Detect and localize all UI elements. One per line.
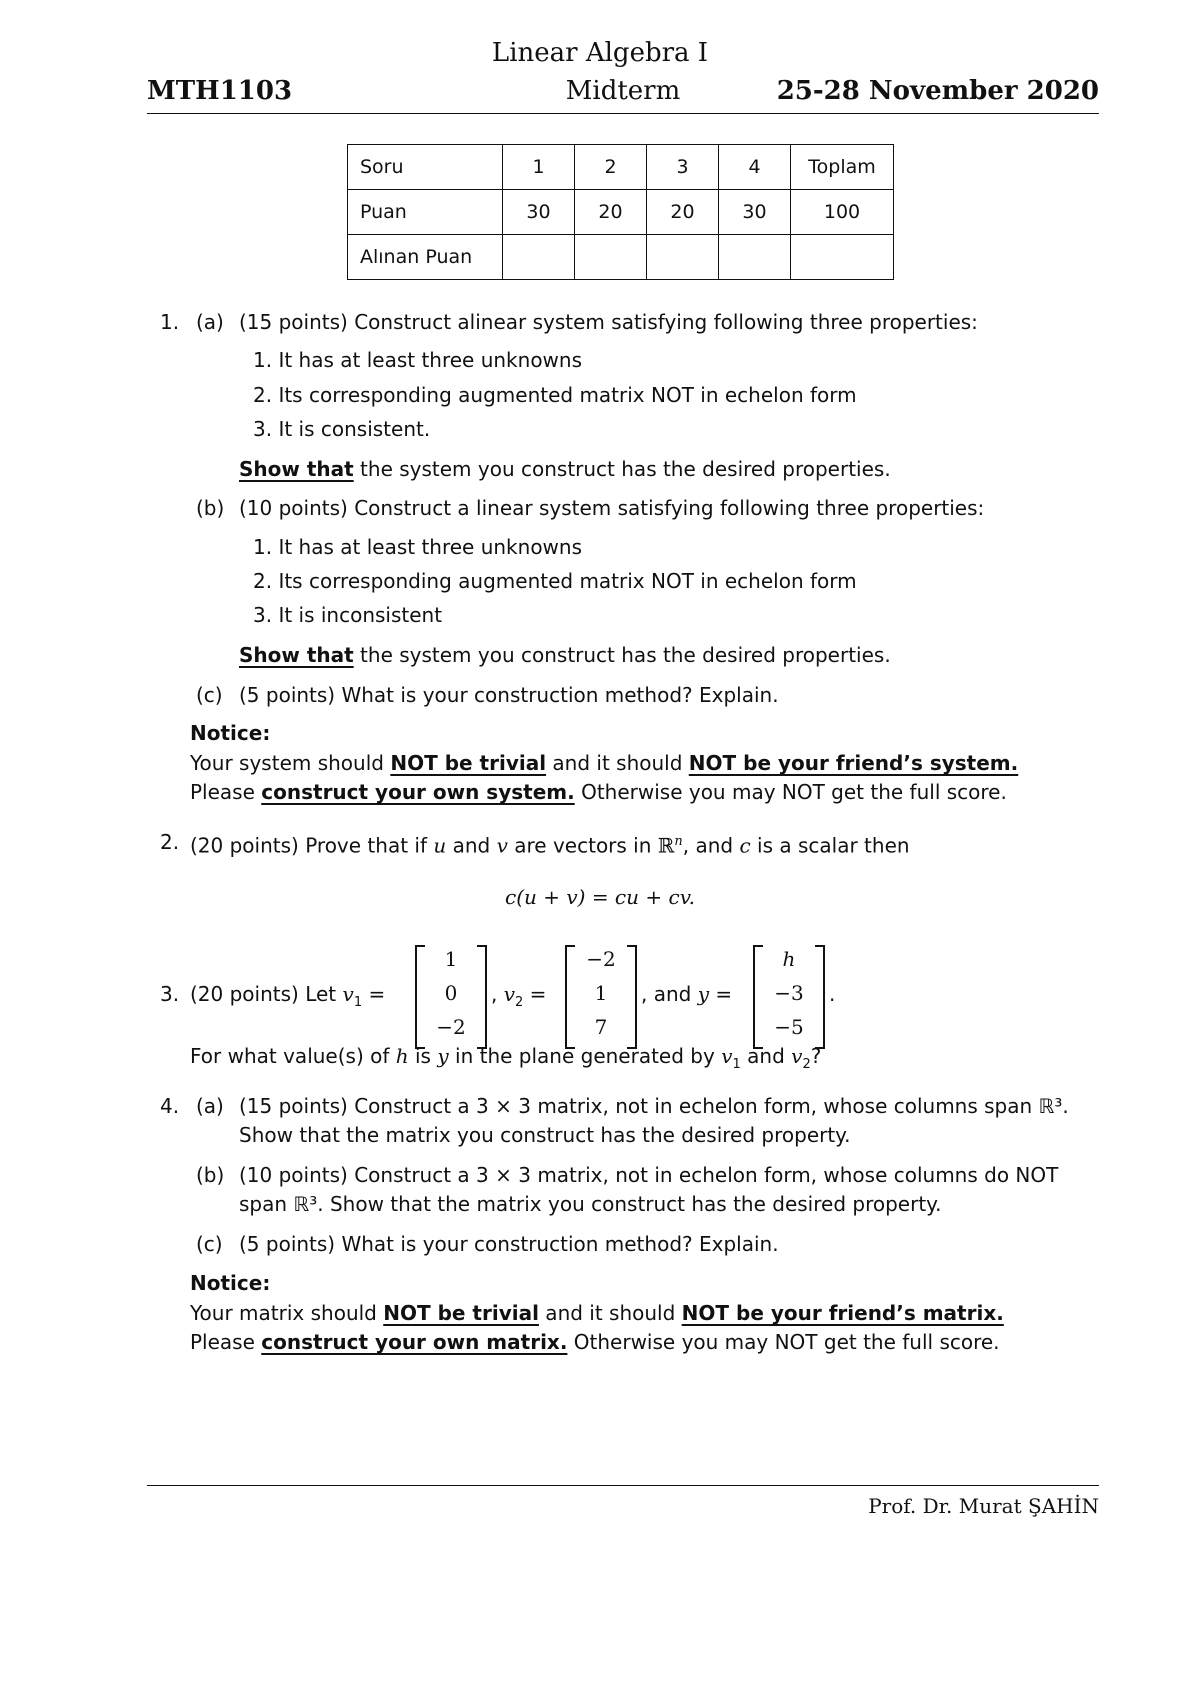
q1b-label: (b)	[196, 496, 225, 520]
vector-v2	[565, 945, 637, 1045]
q3-v2-label	[491, 981, 546, 1016]
equals-sign: =	[362, 982, 386, 1006]
q4c-text: (5 points) What is your construction method? Explain.	[239, 1232, 779, 1256]
notice-text: and it should	[546, 751, 689, 775]
show-that-emphasis: Show that	[239, 457, 354, 481]
score-table	[347, 144, 894, 280]
earned-cell	[575, 235, 647, 280]
points-cell: 30	[719, 190, 791, 235]
math-var: c	[739, 833, 751, 858]
q2-text	[190, 829, 910, 859]
real-space-symbol: ℝ	[657, 833, 675, 858]
equals-sign: =	[709, 982, 733, 1006]
notice-text: Your system should	[190, 751, 391, 775]
question-total: Toplam	[791, 145, 894, 190]
q4-notice-line1	[190, 1300, 1004, 1326]
notice-text: and it should	[538, 1301, 682, 1325]
vector-entry: 7	[594, 1015, 608, 1039]
points-cell: 20	[647, 190, 719, 235]
vector-entry: −2	[436, 1015, 466, 1039]
header-row	[147, 76, 1099, 110]
q4a-label: (a)	[196, 1094, 224, 1118]
vector-entry: 0	[444, 981, 458, 1005]
q4b-line1: (10 points) Construct a 3 × 3 matrix, not in echelon form, whose columns do NOT	[239, 1163, 1059, 1187]
q2-text-part: (20 points) Prove that if	[190, 833, 434, 858]
earned-cell	[647, 235, 719, 280]
q3-end: .	[829, 982, 836, 1006]
points-total: 100	[791, 190, 894, 235]
question-number: 1	[503, 145, 575, 190]
q4b-label: (b)	[196, 1163, 225, 1187]
q1a-prop: 1. It has at least three unknowns	[253, 348, 583, 372]
notice-text: Otherwise you may NOT get the full score.	[567, 1330, 1000, 1354]
q1a-label: (a)	[196, 310, 224, 334]
q1b-show	[239, 642, 891, 668]
notice-text: Please	[190, 1330, 262, 1354]
vector-v1	[415, 945, 487, 1045]
notice-emphasis: construct your own system.	[261, 780, 575, 804]
math-subscript: 2	[802, 1057, 811, 1072]
math-subscript: 1	[353, 995, 363, 1010]
notice-emphasis: NOT be trivial	[383, 1301, 539, 1325]
footer-rule	[147, 1485, 1099, 1486]
q3-text-part: in the plane generated by	[448, 1044, 722, 1068]
table-row	[348, 190, 894, 235]
math-subscript: 2	[515, 995, 524, 1010]
vector-entry: 1	[594, 981, 608, 1005]
points-cell: 20	[575, 190, 647, 235]
math-var: v	[342, 982, 354, 1006]
separator: , and	[641, 982, 692, 1006]
earned-cell	[503, 235, 575, 280]
row-header-earned: Alınan Puan	[348, 235, 503, 280]
q3-y-label	[641, 981, 732, 1007]
question-number: 3	[647, 145, 719, 190]
q3-text-part: (20 points) Let	[190, 982, 343, 1006]
show-rest: the system you construct has the desired properties.	[353, 457, 891, 481]
q2-text-part: are vectors in	[507, 833, 658, 858]
q1b-prop: 2. Its corresponding augmented matrix NOT in echelon form	[253, 569, 857, 593]
show-that-emphasis: Show that	[239, 643, 354, 667]
q4-notice-line2	[190, 1329, 1000, 1355]
q1a-text: (15 points) Construct alinear system satisfying following three properties:	[239, 310, 978, 334]
q3-lead	[190, 981, 385, 1016]
q1-number: 1.	[160, 310, 180, 334]
q2-number: 2.	[160, 830, 180, 854]
q1a-show	[239, 456, 891, 482]
q3-text-part: ?	[810, 1044, 822, 1068]
q4a-line1: (15 points) Construct a 3 × 3 matrix, not in echelon form, whose columns span ℝ³.	[239, 1094, 1069, 1118]
row-header-question: Soru	[348, 145, 503, 190]
math-exponent: n	[674, 834, 683, 849]
q3-text-part: and	[740, 1044, 792, 1068]
notice-emphasis: NOT be your friend’s matrix.	[681, 1301, 1004, 1325]
math-var: v	[503, 982, 516, 1006]
q1-notice-line1	[190, 750, 1018, 776]
q4-notice-title: Notice:	[190, 1271, 271, 1295]
points-cell: 30	[503, 190, 575, 235]
q2-text-part: , and	[682, 833, 740, 858]
vector-entry: 1	[444, 947, 458, 971]
q4b-line2: span ℝ³. Show that the matrix you construct has the desired property.	[239, 1192, 942, 1216]
exam-date: 25-28 November 2020	[776, 76, 1099, 106]
q3-text-part: For what value(s) of	[190, 1044, 396, 1068]
notice-emphasis: NOT be your friend’s system.	[688, 751, 1019, 775]
earned-total	[791, 235, 894, 280]
math-var: v	[721, 1044, 733, 1068]
math-subscript: 1	[732, 1057, 741, 1072]
notice-emphasis: NOT be trivial	[390, 751, 547, 775]
question-number: 2	[575, 145, 647, 190]
q1-notice-line2	[190, 779, 1007, 805]
vector-entry: h	[782, 947, 796, 971]
q1c-text: (5 points) What is your construction method? Explain.	[239, 683, 779, 707]
q4c-label: (c)	[196, 1232, 223, 1256]
q1b-prop: 3. It is inconsistent	[253, 603, 443, 627]
vector-entry: −5	[774, 1015, 804, 1039]
notice-text: Otherwise you may NOT get the full score.	[574, 780, 1007, 804]
q2-text-part: is a scalar then	[750, 833, 910, 858]
header-rule	[147, 113, 1099, 114]
vector-y	[753, 945, 825, 1045]
table-row	[348, 235, 894, 280]
q1b-prop: 1. It has at least three unknowns	[253, 535, 583, 559]
separator: ,	[491, 982, 498, 1006]
q3-question	[190, 1043, 821, 1078]
exam-name: Midterm	[565, 76, 681, 106]
q2-text-part: and	[446, 833, 497, 858]
math-var: y	[697, 982, 710, 1006]
q2-equation: c(u + v) = cu + cv.	[505, 885, 695, 909]
vector-entry: −3	[774, 981, 804, 1005]
q1b-text: (10 points) Construct a linear system satisfying following three properties:	[239, 496, 985, 520]
row-header-points: Puan	[348, 190, 503, 235]
show-rest: the system you construct has the desired properties.	[353, 643, 891, 667]
math-var: u	[433, 833, 447, 858]
q1a-prop: 3. It is consistent.	[253, 417, 431, 441]
q1c-label: (c)	[196, 683, 223, 707]
vector-entry: −2	[586, 947, 616, 971]
q4a-line2: Show that the matrix you construct has the desired property.	[239, 1123, 851, 1147]
notice-emphasis: construct your own matrix.	[261, 1330, 568, 1354]
equals-sign: =	[523, 982, 547, 1006]
q1a-prop: 2. Its corresponding augmented matrix NOT in echelon form	[253, 383, 857, 407]
math-var: h	[395, 1044, 409, 1068]
q4-number: 4.	[160, 1094, 180, 1118]
course-code: MTH1103	[147, 76, 293, 106]
q3-text-part: is	[408, 1044, 438, 1068]
math-var: v	[496, 833, 508, 858]
earned-cell	[719, 235, 791, 280]
math-var: v	[791, 1044, 803, 1068]
q1-notice-title: Notice:	[190, 721, 271, 745]
course-title: Linear Algebra I	[491, 38, 709, 68]
question-number: 4	[719, 145, 791, 190]
math-var: y	[437, 1044, 449, 1068]
table-row	[348, 145, 894, 190]
notice-text: Please	[190, 780, 262, 804]
notice-text: Your matrix should	[190, 1301, 384, 1325]
q3-number: 3.	[160, 982, 180, 1006]
footer-author: Prof. Dr. Murat ŞAHİN	[868, 1494, 1099, 1518]
